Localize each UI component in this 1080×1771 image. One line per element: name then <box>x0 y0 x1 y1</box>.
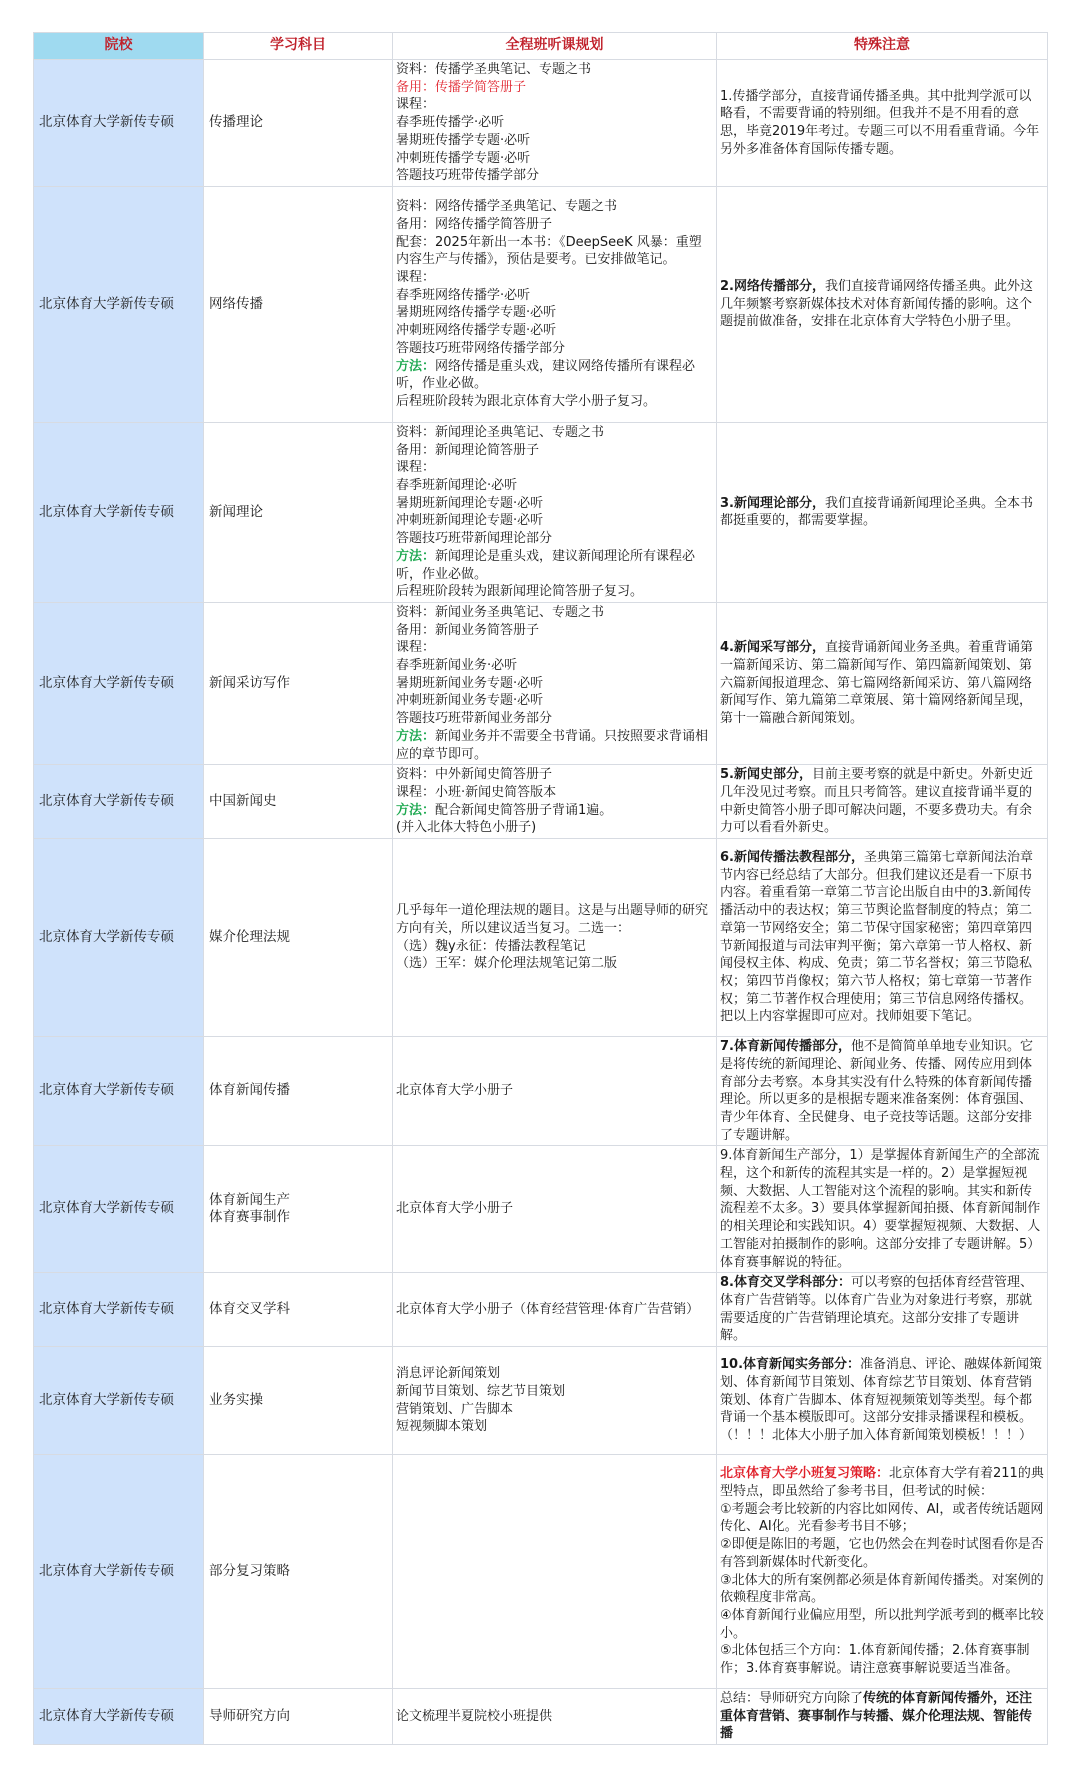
plan-cell <box>393 1689 717 1745</box>
note-text: 准备消息、评论、融媒体新闻策划、体育新闻节目策划、体育综艺节目策划、体育营销策划、体育广告脚本、体育短视频策划等类型。每个都背诵一个基本模版即可。这部分安排录播课程和模板。（！！！北体大小册子加入体育新闻策划模板！！！） <box>720 1357 1043 1444</box>
subject-cell <box>204 602 393 764</box>
plan-text: 网络传播是重头戏，建议网络传播所有课程必听，作业必做。 <box>396 358 696 392</box>
note-text: ①考题会考比较新的内容比如网传、AI，或者传统话题网传化、AI化。光看参考书目不够； <box>720 1501 1044 1535</box>
table-row <box>34 422 1048 602</box>
note-text: 1.传播学部分，直接背诵传播圣典。其中批判学派可以略看，不需要背诵的特别细。但我并不是不用看的意思，毕竟2019年考过。专题三可以不用看重背诵。今年另外多准备体育国际传播专题。 <box>720 88 1040 157</box>
plan-line <box>396 322 713 340</box>
plan-text: 春季班网络传播学·必听 <box>396 287 531 303</box>
subject-cell <box>204 1455 393 1689</box>
table-row <box>34 186 1048 422</box>
plan-text: 暑期班新闻业务专题·必听 <box>396 675 544 691</box>
school-cell: 北京体育大学新传专硕 <box>34 602 204 764</box>
note-paragraph <box>720 495 1044 530</box>
plan-line <box>396 657 713 675</box>
plan-text: 冲刺班新闻理论专题·必听 <box>396 513 544 529</box>
note-text: 5.新闻史部分， <box>720 767 812 783</box>
plan-text: 短视频脚本策划 <box>396 1419 488 1435</box>
school-cell: 北京体育大学新传专硕 <box>34 1273 204 1347</box>
subject-cell <box>204 422 393 602</box>
school-cell: 北京体育大学新传专硕 <box>34 1037 204 1146</box>
note-text: 10.体育新闻实务部分： <box>720 1357 861 1373</box>
note-text: 目前主要考察的就是中新史。外新史近几年没见过考察。而且只考简答。建议直接背诵半夏的中新史简答小册子即可解决问题，不要多费功夫。有余力可以看看外新史。 <box>720 767 1033 836</box>
plan-text: 资料：中外新闻史简答册子 <box>396 767 553 783</box>
note-text: 3.新闻理论部分， <box>720 495 825 511</box>
note-paragraph <box>720 1642 1044 1677</box>
note-cell <box>717 422 1048 602</box>
header-row <box>34 33 1048 60</box>
note-cell <box>717 1689 1048 1745</box>
plan-line <box>396 902 713 937</box>
school-cell: 北京体育大学新传专硕 <box>34 186 204 422</box>
subject-line: 业务实操 <box>209 1391 263 1408</box>
note-cell <box>717 765 1048 839</box>
plan-line <box>396 622 713 640</box>
note-cell <box>717 1347 1048 1455</box>
plan-text: 暑期班传播学专题·必听 <box>396 132 531 148</box>
note-text: 我们直接背诵网络传播圣典。此外这几年频繁考察新媒体技术对体育新闻传播的影响。这个题提前做准备，安排在北京体育大学特色小册子里。 <box>720 278 1033 330</box>
plan-line <box>396 424 713 442</box>
plan-line <box>396 459 713 477</box>
plan-text: 配合新闻史简答册子背诵1遍。 <box>435 802 613 818</box>
table-row <box>34 602 1048 764</box>
note-text: 2.网络传播部分， <box>720 278 825 294</box>
subject-line: 新闻采访写作 <box>209 674 290 691</box>
plan-line <box>396 728 713 763</box>
plan-line <box>396 61 713 79</box>
plan-cell <box>393 1455 717 1689</box>
plan-text: 新闻业务并不需要全书背诵。只按照要求背诵相应的章节即可。 <box>396 728 709 762</box>
plan-line <box>396 938 713 956</box>
school-cell: 北京体育大学新传专硕 <box>34 60 204 187</box>
plan-line <box>396 955 713 973</box>
plan-line <box>396 79 713 97</box>
plan-text: 资料：新闻理论圣典笔记、专题之书 <box>396 424 605 440</box>
subject-line: 传播理论 <box>209 114 263 131</box>
plan-line <box>396 234 713 269</box>
subject-cell <box>204 1347 393 1455</box>
note-paragraph <box>720 1607 1044 1642</box>
note-text: 可以考察的包括体育经营管理、体育广告营销等。以体育广告业为对象进行考察，那就需要适度的广告营销理论填充。这部分安排了专题讲解。 <box>720 1275 1033 1344</box>
note-paragraph <box>720 1465 1044 1500</box>
plan-line <box>396 150 713 168</box>
header-plan: 全程班听课规划 <box>393 33 717 60</box>
plan-text: 备用：传播学简答册子 <box>396 79 527 95</box>
subject-line: 体育新闻生产 <box>209 1191 290 1208</box>
note-text: 6.新闻传播法教程部分， <box>720 850 864 866</box>
plan-cell <box>393 60 717 187</box>
table-body <box>34 60 1048 1745</box>
note-cell <box>717 1037 1048 1146</box>
plan-text: 论文梳理半夏院校小班提供 <box>396 1708 553 1724</box>
plan-text: 资料：新闻业务圣典笔记、专题之书 <box>396 604 605 620</box>
plan-line <box>396 639 713 657</box>
subject-line: 体育赛事制作 <box>209 1209 290 1226</box>
table-row <box>34 1689 1048 1745</box>
plan-text: 北京体育大学小册子 <box>396 1201 514 1217</box>
plan-text: 冲刺班传播学专题·必听 <box>396 150 531 166</box>
plan-cell <box>393 602 717 764</box>
plan-line <box>396 1200 713 1218</box>
subject-line: 体育新闻传播 <box>209 1082 290 1099</box>
note-text: 4.新闻采写部分， <box>720 640 825 656</box>
note-text: 总结：导师研究方向除了 <box>720 1691 864 1707</box>
plan-line <box>396 784 713 802</box>
note-paragraph <box>720 639 1044 728</box>
subject-cell <box>204 839 393 1037</box>
plan-cell <box>393 1146 717 1273</box>
note-cell <box>717 1455 1048 1689</box>
note-text: ⑤北体包括三个方向：1.体育新闻传播；2.体育赛事制作；3.体育赛事解说。请注意赛事解说要适当准备。 <box>720 1643 1030 1677</box>
subject-cell <box>204 1037 393 1146</box>
note-cell <box>717 839 1048 1037</box>
plan-cell <box>393 186 717 422</box>
plan-text: 课程：小班·新闻史简答版本 <box>396 784 557 800</box>
plan-cell <box>393 1273 717 1347</box>
table-row <box>34 60 1048 187</box>
plan-line <box>396 442 713 460</box>
note-text: 他不是简简单单地专业知识。它是将传统的新闻理论、新闻业务、传播、网传应用到体育部分去考察。本身其实没有什么特殊的体育新闻传播理论。所以更多的是根据专题来准备案例：体育强国、青少年体育、全民健身、电子竞技等话题。这部分安排了专题讲解。 <box>720 1039 1033 1143</box>
note-cell <box>717 60 1048 187</box>
header-school: 院校 <box>34 33 204 60</box>
note-text: 7.体育新闻传播部分， <box>720 1039 851 1055</box>
plan-text: 新闻节目策划、综艺节目策划 <box>396 1383 566 1399</box>
note-paragraph <box>720 766 1044 837</box>
note-text: 9.体育新闻生产部分，1）是掌握体育新闻生产的全部流程，这个和新传的流程其实是一样的。2）是掌握短视频、大数据、人工智能对这个流程的影响。其实和新传流程差不太多。3）要具体掌握新闻拍摄、体育新闻制作的相关理论和实践知识。4）要掌握短视频、大数据、人工智能对拍摄制作的影响。这部分安排了专题讲解。5）体育赛事解说的特征。 <box>720 1148 1041 1270</box>
note-paragraph <box>720 1501 1044 1536</box>
note-text: ④体育新闻行业偏应用型，所以批判学派考到的概率比较小。 <box>720 1607 1044 1641</box>
plan-text: 答题技巧班带新闻理论部分 <box>396 531 553 547</box>
plan-text: 北京体育大学小册子 <box>396 1083 514 1099</box>
note-text: 我们直接背诵新闻理论圣典。全本书都挺重要的，都需要掌握。 <box>720 495 1033 529</box>
note-text: ③北体大的所有案例都必须是体育新闻传播类。对案例的依赖程度非常高。 <box>720 1572 1044 1606</box>
school-cell: 北京体育大学新传专硕 <box>34 1689 204 1745</box>
note-text: 北京体育大学小班复习策略： <box>720 1466 890 1482</box>
method-label: 方法： <box>396 358 436 374</box>
subject-cell <box>204 186 393 422</box>
plan-line <box>396 604 713 622</box>
table-row <box>34 1455 1048 1689</box>
plan-text: 春季班新闻理论·必听 <box>396 478 518 494</box>
method-label: 方法： <box>396 548 436 564</box>
plan-cell <box>393 839 717 1037</box>
plan-text: 冲刺班新闻业务专题·必听 <box>396 693 544 709</box>
subject-line: 体育交叉学科 <box>209 1300 290 1317</box>
plan-line <box>396 114 713 132</box>
plan-text: 备用：新闻理论简答册子 <box>396 442 540 458</box>
plan-line <box>396 710 713 728</box>
plan-line <box>396 287 713 305</box>
plan-text: （选）魏y永征：传播法教程笔记 <box>396 938 586 954</box>
plan-text: 答题技巧班带新闻业务部分 <box>396 711 553 727</box>
plan-line <box>396 340 713 358</box>
school-cell: 北京体育大学新传专硕 <box>34 1146 204 1273</box>
plan-line <box>396 216 713 234</box>
plan-text: 课程： <box>396 97 436 113</box>
table-row <box>34 1037 1048 1146</box>
plan-text: 课程： <box>396 640 436 656</box>
note-cell <box>717 1146 1048 1273</box>
note-text: 直接背诵新闻业务圣典。着重背诵第一篇新闻采访、第二篇新闻写作、第四篇新闻策划、第六篇新闻报道理念、第七篇网络新闻采访、第八篇网络新闻写作、第九篇第二章策展、第十篇网络新闻呈现，第十一篇融合新闻策划。 <box>720 640 1033 727</box>
plan-line <box>396 530 713 548</box>
plan-line <box>396 1708 713 1726</box>
note-cell <box>717 1273 1048 1347</box>
plan-line <box>396 766 713 784</box>
subject-cell <box>204 60 393 187</box>
plan-line <box>396 675 713 693</box>
plan-text: 配套：2025年新出一本书：《DeepSeeK 风暴：重塑内容生产与传播》，预估是要考。已安排做笔记。 <box>396 234 702 268</box>
plan-text: 备用：新闻业务简答册子 <box>396 622 540 638</box>
plan-line <box>396 1418 713 1436</box>
note-text: ②即便是陈旧的考题，它也仍然会在判卷时试图看你是否有答到新媒体时代新变化。 <box>720 1537 1044 1570</box>
plan-text: 课程： <box>396 460 436 476</box>
plan-text: 答题技巧班带网络传播学部分 <box>396 340 566 356</box>
plan-line <box>396 512 713 530</box>
plan-cell <box>393 765 717 839</box>
plan-cell <box>393 1037 717 1146</box>
plan-line <box>396 1383 713 1401</box>
plan-text: 暑期班新闻理论专题·必听 <box>396 495 544 511</box>
plan-line <box>396 477 713 495</box>
plan-text: 资料：网络传播学圣典笔记、专题之书 <box>396 199 618 215</box>
school-cell: 北京体育大学新传专硕 <box>34 422 204 602</box>
note-paragraph <box>720 1147 1044 1271</box>
note-text: 8.体育交叉学科部分： <box>720 1275 851 1291</box>
plan-line <box>396 495 713 513</box>
subject-line: 部分复习策略 <box>209 1562 290 1579</box>
plan-line <box>396 1401 713 1419</box>
note-paragraph <box>720 1690 1044 1743</box>
plan-line <box>396 1082 713 1100</box>
plan-text: 暑期班网络传播学专题·必听 <box>396 305 557 321</box>
plan-text: 备用：网络传播学简答册子 <box>396 216 553 232</box>
plan-cell <box>393 1347 717 1455</box>
plan-line <box>396 819 713 837</box>
plan-line <box>396 269 713 287</box>
header-note: 特殊注意 <box>717 33 1048 60</box>
subject-cell <box>204 1273 393 1347</box>
plan-text: 课程： <box>396 270 436 286</box>
plan-line <box>396 393 713 411</box>
plan-line <box>396 1365 713 1383</box>
note-paragraph <box>720 1274 1044 1345</box>
school-cell: 北京体育大学新传专硕 <box>34 839 204 1037</box>
table-row <box>34 1146 1048 1273</box>
note-paragraph <box>720 88 1044 159</box>
plan-text: 春季班新闻业务·必听 <box>396 658 518 674</box>
school-cell: 北京体育大学新传专硕 <box>34 1347 204 1455</box>
plan-text: 北京体育大学小册子（体育经营管理·体育广告营销） <box>396 1301 700 1317</box>
subject-line: 网络传播 <box>209 295 263 312</box>
table-row <box>34 765 1048 839</box>
subject-line: 导师研究方向 <box>209 1707 290 1724</box>
note-text: 传统的体育新闻传播外，还注重体育营销、赛事制作与转播、媒介伦理法规、智能传播 <box>720 1691 1033 1742</box>
method-label: 方法： <box>396 802 436 818</box>
plan-text: 春季班传播学·必听 <box>396 115 505 131</box>
plan-text: 冲刺班网络传播学专题·必听 <box>396 323 557 339</box>
table-row <box>34 1347 1048 1455</box>
plan-line <box>396 548 713 583</box>
plan-line <box>396 198 713 216</box>
plan-text: 后程班阶段转为跟新闻理论简答册子复习。 <box>396 584 644 600</box>
note-paragraph <box>720 1536 1044 1571</box>
header-subject: 学习科目 <box>204 33 393 60</box>
note-cell <box>717 186 1048 422</box>
note-text: 圣典第三篇第七章新闻法治章节内容已经总结了大部分。但我们建议还是看一下原书内容。着重看第一章第二节言论出版自由中的3.新闻传播活动中的表达权；第三节舆论监督制度的特点；第二章第一节网络安全；第二节保守国家秘密；第四章第四节新闻报道与司法审判平衡；第六章第一节人格权、新闻侵权主体、构成、免责；第二节名誉权；第三节隐私权；第四节肖像权；第六节人格权；第七章第一节著作权；第二节著作权合理使用；第三节信息网络传播权。把以上内容掌握即可应对。找师姐要下笔记。 <box>720 850 1033 1025</box>
plan-text: 答题技巧班带传播学部分 <box>396 168 540 184</box>
curriculum-table <box>33 32 1048 1745</box>
subject-cell <box>204 765 393 839</box>
plan-cell <box>393 422 717 602</box>
subject-cell <box>204 1146 393 1273</box>
plan-line <box>396 583 713 601</box>
plan-line <box>396 167 713 185</box>
plan-text: 消息评论新闻策划 <box>396 1366 501 1382</box>
note-paragraph <box>720 1038 1044 1144</box>
note-cell <box>717 602 1048 764</box>
plan-text: 几乎每年一道伦理法规的题目。这是与出题导师的研究方向有关，所以建议适当复习。二选一： <box>396 903 709 936</box>
plan-line <box>396 1301 713 1319</box>
note-paragraph <box>720 1356 1044 1445</box>
table-row <box>34 1273 1048 1347</box>
note-paragraph <box>720 1572 1044 1607</box>
plan-text: (并入北体大特色小册子) <box>396 820 537 836</box>
plan-line <box>396 692 713 710</box>
subject-line: 媒介伦理法规 <box>209 928 290 945</box>
note-paragraph <box>720 278 1044 331</box>
plan-text: 新闻理论是重头戏，建议新闻理论所有课程必听，作业必做。 <box>396 548 696 582</box>
plan-text: 营销策划、广告脚本 <box>396 1401 514 1417</box>
school-cell: 北京体育大学新传专硕 <box>34 1455 204 1689</box>
table-row <box>34 839 1048 1037</box>
method-label: 方法： <box>396 728 436 744</box>
note-text: 北京体育大学有着211的典型特点，即虽然给了参考书目，但考试的时候： <box>720 1466 1044 1500</box>
school-cell: 北京体育大学新传专硕 <box>34 765 204 839</box>
plan-line <box>396 802 713 820</box>
plan-text: 资料：传播学圣典笔记、专题之书 <box>396 62 592 77</box>
plan-text: 后程班阶段转为跟北京体育大学小册子复习。 <box>396 393 657 409</box>
plan-line <box>396 358 713 393</box>
plan-line <box>396 304 713 322</box>
subject-line: 中国新闻史 <box>209 792 277 809</box>
plan-line <box>396 96 713 114</box>
plan-line <box>396 132 713 150</box>
subject-cell <box>204 1689 393 1745</box>
note-paragraph <box>720 849 1044 1026</box>
subject-line: 新闻理论 <box>209 503 263 520</box>
plan-text: （选）王军：媒介伦理法规笔记第二版 <box>396 956 618 972</box>
